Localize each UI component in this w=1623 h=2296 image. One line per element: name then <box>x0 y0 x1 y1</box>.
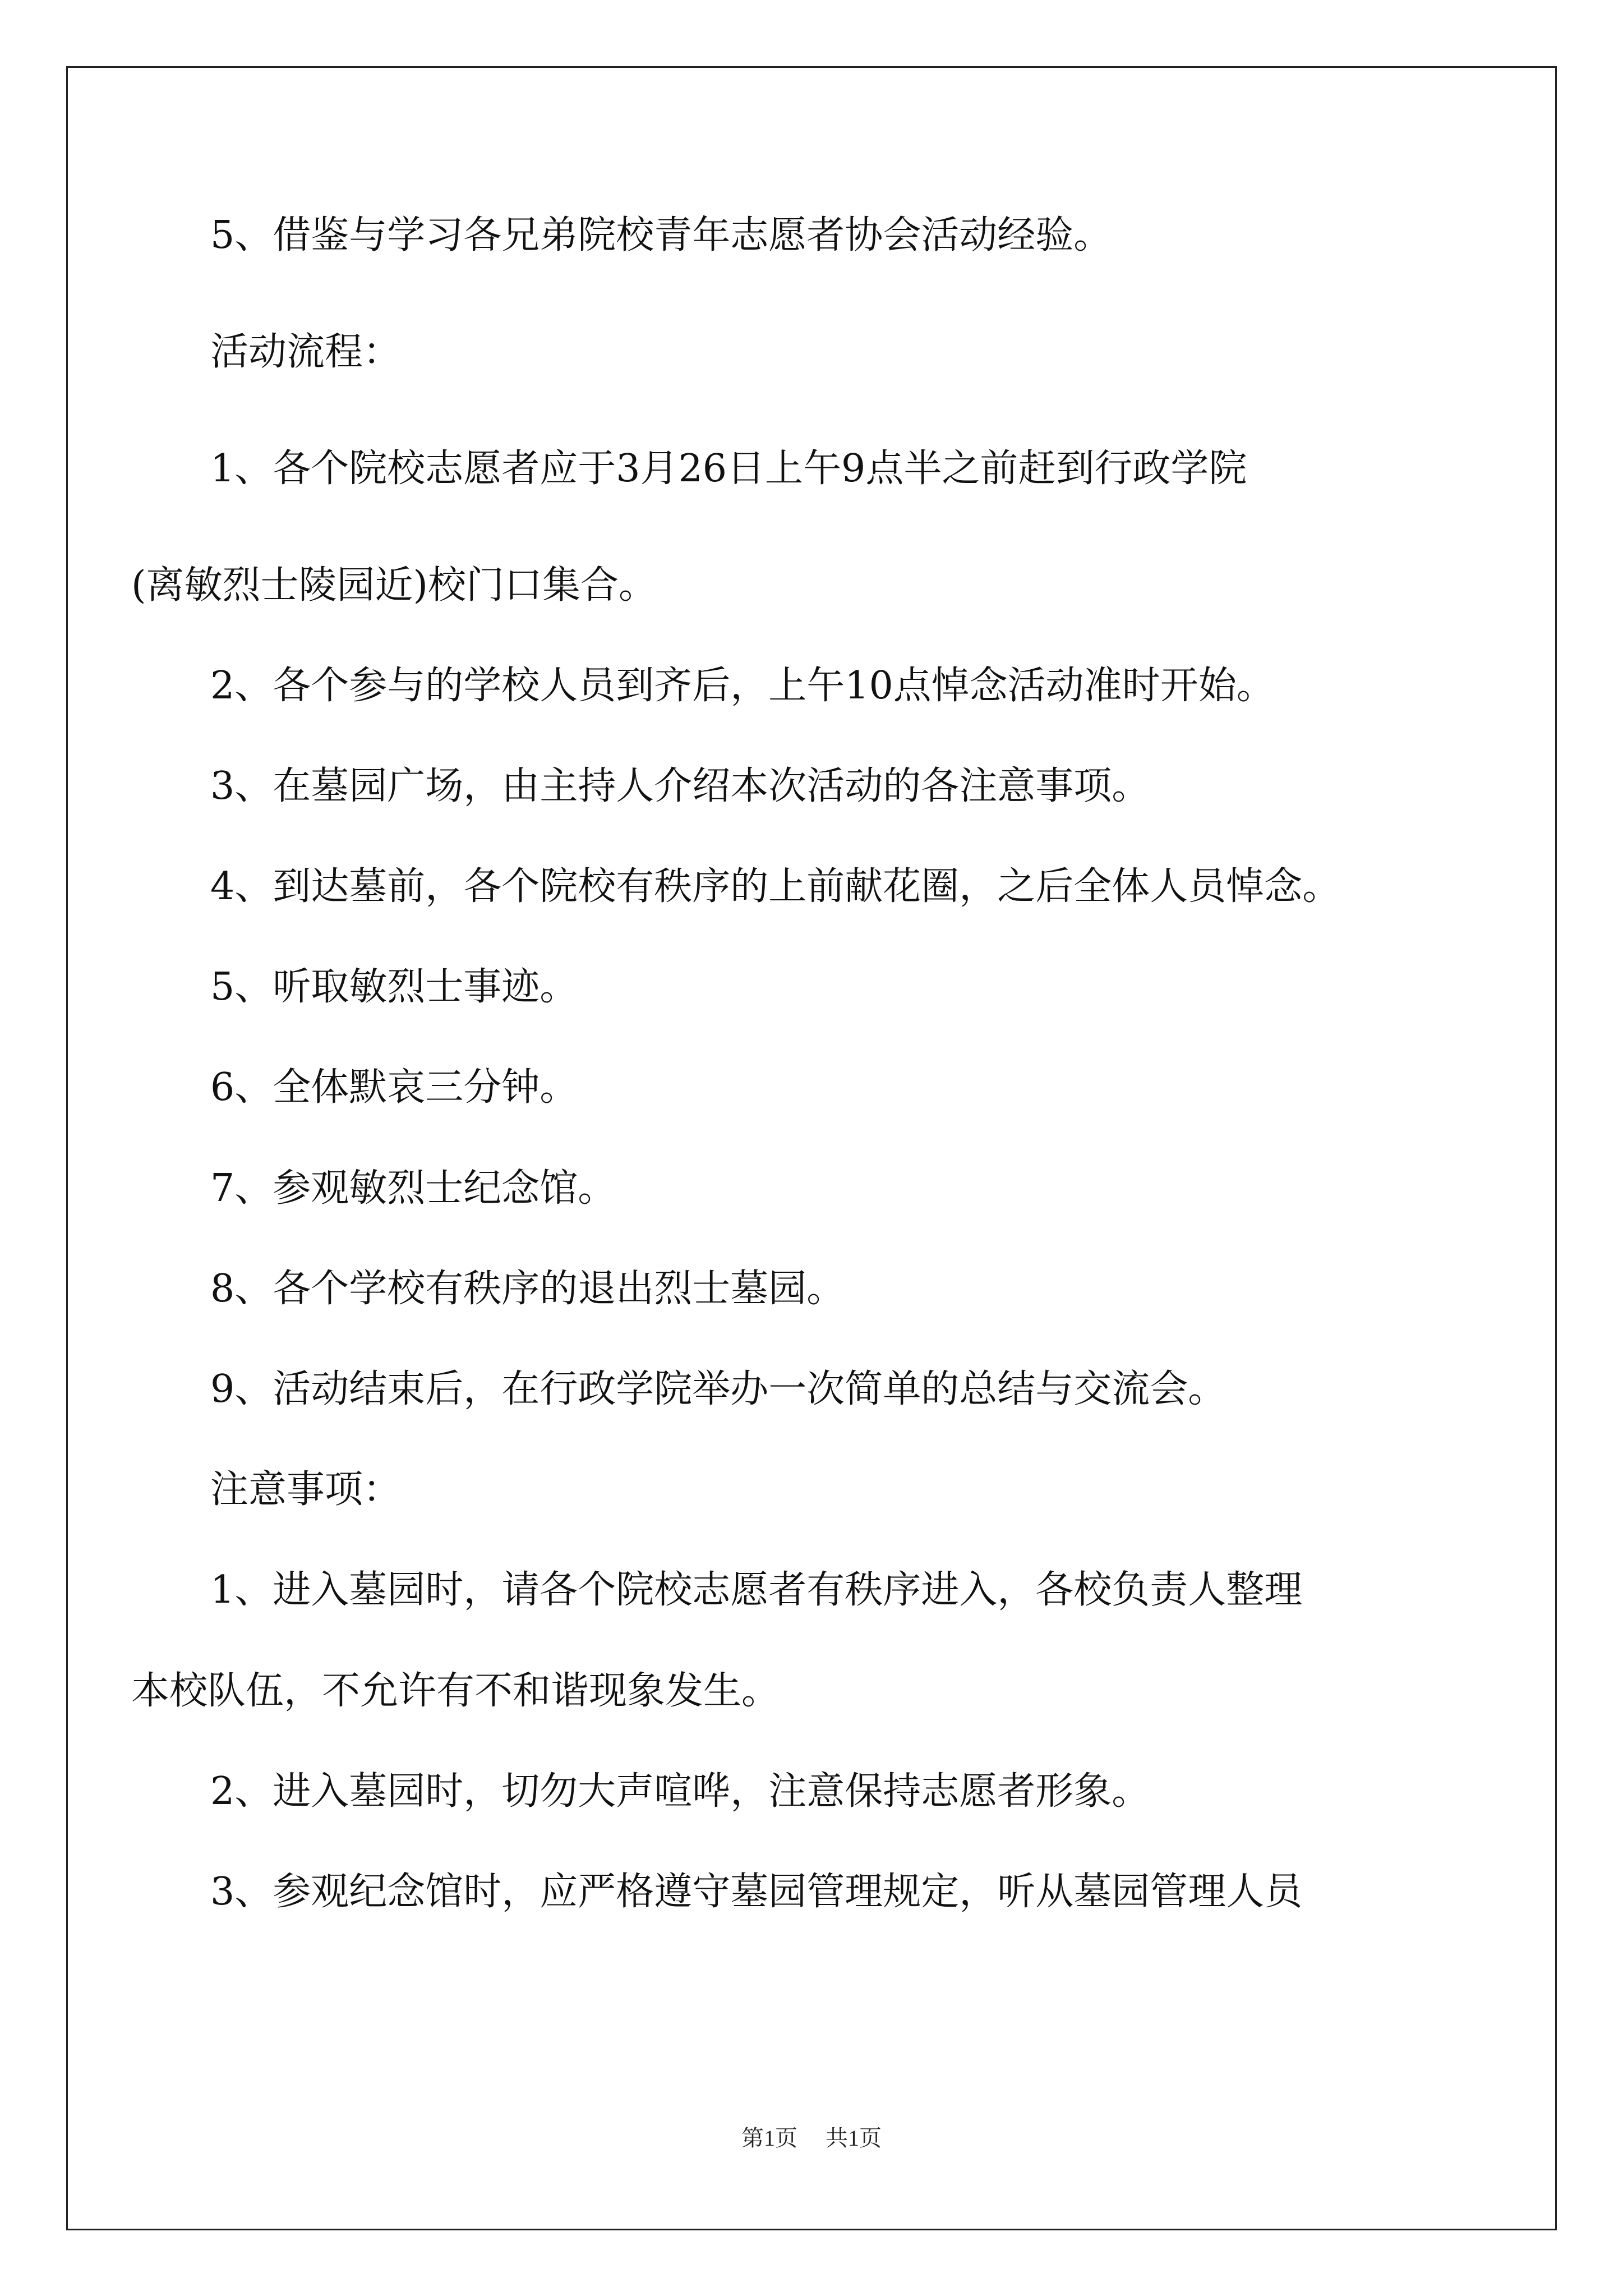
note-1: 1、进入墓园时，请各个院校志愿者有秩序进入，各校负责人整理 <box>210 1568 1303 1612</box>
process-step-3: 3、在墓园广场，由主持人介绍本次活动的各注意事项。 <box>210 764 1150 808</box>
paragraph-item-5-learn: 5、借鉴与学习各兄弟院校青年志愿者协会活动经验。 <box>210 213 1112 257</box>
note-2: 2、进入墓园时，切勿大声喧哗，注意保持志愿者形象。 <box>210 1769 1150 1814</box>
section-heading-process: 活动流程： <box>210 330 402 374</box>
page-total: 共1页 <box>826 2125 882 2151</box>
process-step-6: 6、全体默哀三分钟。 <box>210 1065 578 1110</box>
process-step-4: 4、到达墓前，各个院校有秩序的上前献花圈，之后全体人员悼念。 <box>210 864 1341 909</box>
page-number: 第1页 <box>741 2125 797 2151</box>
page-footer <box>0 2122 1623 2155</box>
process-step-1: 1、各个院校志愿者应于3月26日上午9点半之前赶到行政学院 <box>210 447 1247 491</box>
note-1-continued: 本校队伍，不允许有不和谐现象发生。 <box>131 1669 780 1713</box>
process-step-8: 8、各个学校有秩序的退出烈士墓园。 <box>210 1267 845 1311</box>
section-heading-notes: 注意事项： <box>210 1467 402 1512</box>
process-step-2: 2、各个参与的学校人员到齐后，上午10点悼念活动准时开始。 <box>210 664 1275 708</box>
process-step-7: 7、参观敏烈士纪念馆。 <box>210 1166 616 1211</box>
process-step-5: 5、听取敏烈士事迹。 <box>210 965 578 1009</box>
process-step-1-continued: (离敏烈士陵园近)校门口集合。 <box>131 563 657 608</box>
process-step-9: 9、活动结束后，在行政学院举办一次简单的总结与交流会。 <box>210 1367 1227 1411</box>
note-3: 3、参观纪念馆时，应严格遵守墓园管理规定，听从墓园管理人员 <box>210 1870 1303 1914</box>
